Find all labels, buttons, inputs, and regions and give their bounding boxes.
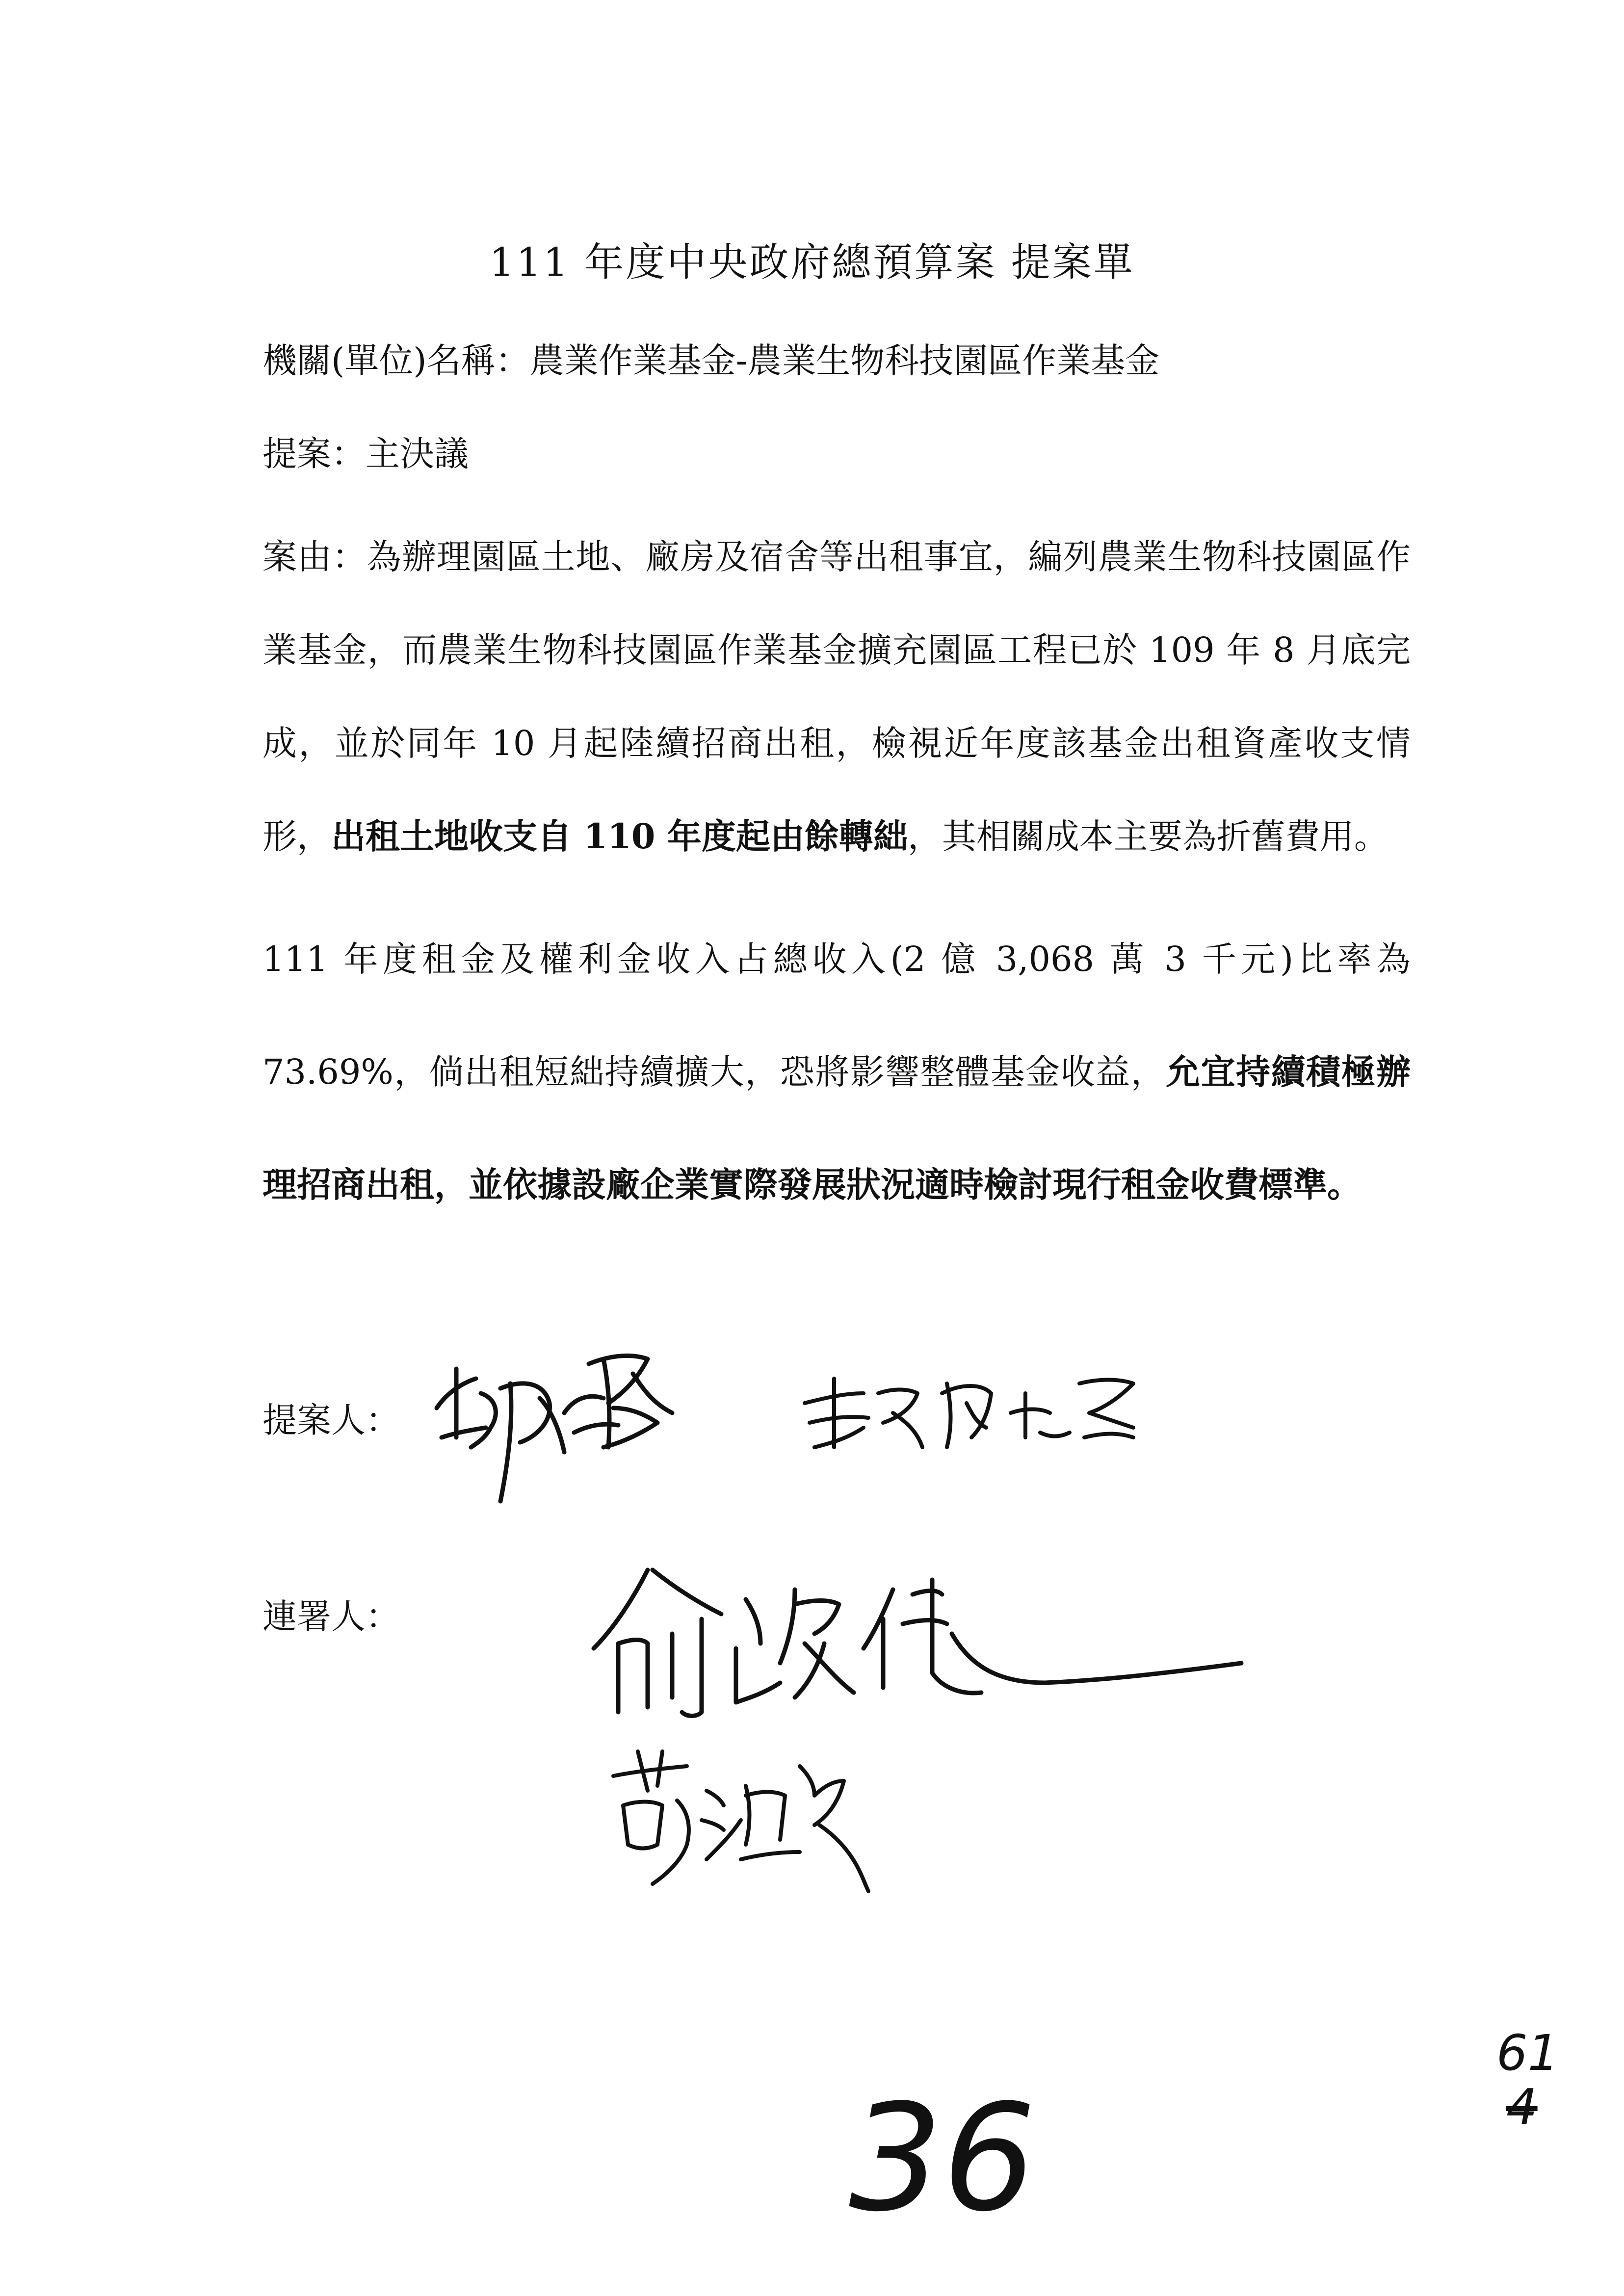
proposer-signature-2 [795, 1364, 1138, 1462]
proposal-type: 提案：主決議 [262, 434, 469, 474]
cosigner-signature-1 [589, 1560, 1246, 1722]
cosigner-signature-2 [603, 1747, 878, 1894]
corner-mark-top: 61 [1496, 2024, 1559, 2082]
corner-handwritten-mark [1496, 2026, 1559, 2134]
cosigner-label: 連署人： [262, 1596, 400, 1637]
page-number: 36 [849, 2073, 1036, 2244]
resolution-paragraph [262, 903, 1411, 1241]
case-reason-text: 案由：為辦理園區土地、廠房及宿舍等出租事宜，編列農業生物科技園區作業基金，而農業生物科技園區作業基金擴充園區工程已於 109 年 8 月底完成，並於同年 10 月起陸續招商出租，檢視近年度該基金出租資產收支情形， [262, 537, 1411, 857]
case-reason-text-end: ，其相關成本主要為折舊費用。 [907, 816, 1388, 857]
corner-mark-bottom: 4 [1506, 2078, 1538, 2136]
agency-name: 機關(單位)名稱：農業作業基金-農業生物科技園區作業基金 [262, 340, 1160, 381]
case-reason-highlight: 出租土地收支自 110 年度起由餘轉絀 [331, 816, 908, 857]
case-reason [262, 510, 1411, 883]
proposer-label: 提案人： [262, 1400, 400, 1440]
document-title: 111 年度中央政府總預算案 提案單 [489, 239, 1135, 285]
resolution-highlight: 允宜持續積極辦理招商出租，並依據設廠企業實際發展狀況適時檢討現行租金收費標準。 [262, 1051, 1411, 1205]
proposer-signature-1 [427, 1325, 682, 1511]
resolution-text: 111 年度租金及權利金收入占總收入(2 億 3,068 萬 3 千元)比率為 73.69%，倘出租短絀持續擴大，恐將影響整體基金收益， [262, 939, 1411, 1092]
